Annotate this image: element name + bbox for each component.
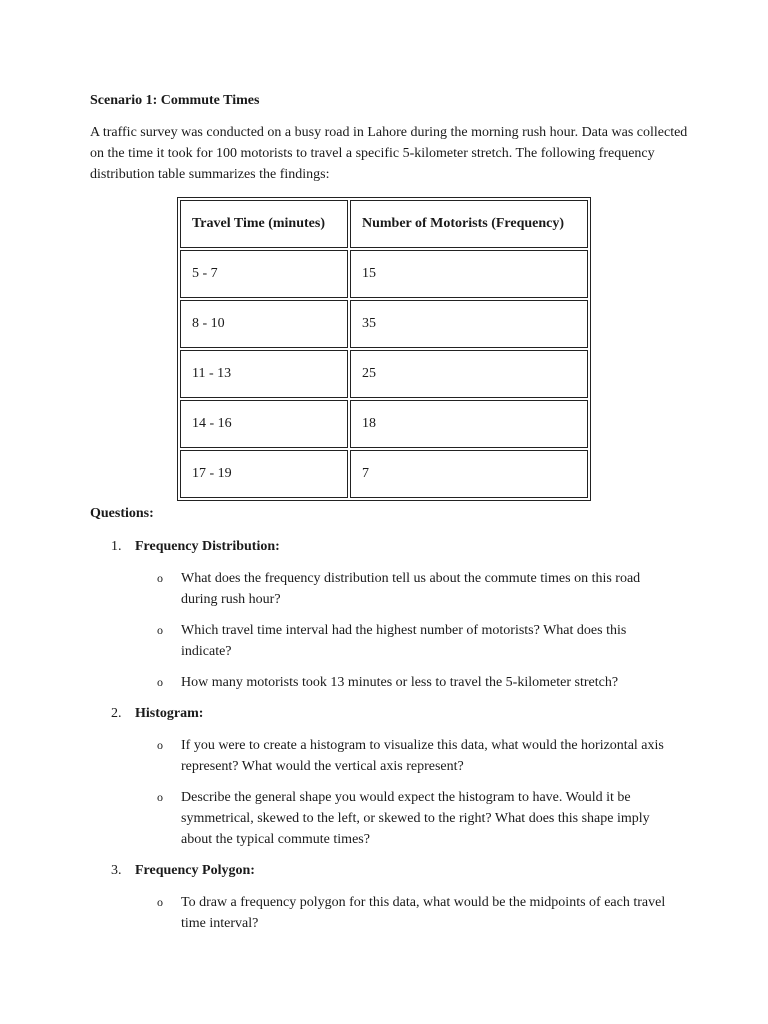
cell-frequency: 7 — [350, 450, 588, 498]
cell-travel-time: 17 - 19 — [180, 450, 348, 498]
cell-frequency: 18 — [350, 400, 588, 448]
sub-question-text: What does the frequency distribution tell us about the commute times on this road during rush hour? — [181, 571, 641, 607]
cell-travel-time: 11 - 13 — [180, 350, 348, 398]
bullet-icon: o — [157, 623, 163, 637]
sub-question-text: To draw a frequency polygon for this data, what would be the midpoints of each travel time interval? — [181, 895, 666, 931]
questions-heading: Questions: — [90, 506, 154, 521]
cell-travel-time: 8 - 10 — [180, 300, 348, 348]
bullet-icon: o — [157, 738, 163, 752]
cell-travel-time: 5 - 7 — [180, 250, 348, 298]
cell-frequency: 15 — [350, 250, 588, 298]
sub-question — [90, 892, 674, 934]
sub-question — [90, 620, 674, 662]
table-row — [180, 300, 588, 348]
table-row — [180, 350, 588, 398]
cell-travel-time: 14 - 16 — [180, 400, 348, 448]
cell-frequency: 35 — [350, 300, 588, 348]
sub-question-list — [90, 568, 690, 693]
sub-question-text: Which travel time interval had the highest number of motorists? What does this indicate? — [181, 623, 627, 659]
sub-question-list — [90, 892, 690, 934]
document-page — [90, 91, 690, 945]
bullet-icon: o — [157, 895, 163, 909]
frequency-table — [177, 197, 591, 501]
bullet-icon: o — [157, 675, 163, 689]
table-header-row — [180, 200, 588, 248]
question-title: Frequency Polygon: — [135, 863, 255, 878]
bullet-icon: o — [157, 790, 163, 804]
header-frequency: Number of Motorists (Frequency) — [350, 200, 588, 248]
question-title: Histogram: — [135, 706, 204, 721]
question-item — [90, 861, 690, 934]
sub-question — [90, 735, 674, 777]
question-item — [90, 537, 690, 693]
sub-question-text: Describe the general shape you would expect the histogram to have. Would it be symmetrical, skewed to the left, or skewed to the right? What does this shape imply about the typical commute times? — [181, 790, 650, 847]
scenario-title: Scenario 1: Commute Times — [90, 93, 260, 108]
header-travel-time: Travel Time (minutes) — [180, 200, 348, 248]
question-number: 3. — [111, 863, 122, 878]
sub-question-list — [90, 735, 690, 850]
table-row — [180, 250, 588, 298]
table-row — [180, 450, 588, 498]
sub-question-text: If you were to create a histogram to visualize this data, what would the horizontal axis represent? What would the vertical axis represent? — [181, 738, 664, 774]
bullet-icon: o — [157, 571, 163, 585]
table-row — [180, 400, 588, 448]
sub-question — [90, 787, 674, 850]
sub-question-text: How many motorists took 13 minutes or less to travel the 5-kilometer stretch? — [181, 675, 619, 690]
question-number: 1. — [111, 539, 122, 554]
intro-paragraph: A traffic survey was conducted on a busy road in Lahore during the morning rush hour. Data was collected on the time it took for 100 motorists to travel a specific 5-kilometer stretch. The following frequency distribution table summarizes the findings: — [90, 125, 688, 182]
sub-question — [90, 672, 674, 693]
question-item — [90, 704, 690, 850]
sub-question — [90, 568, 674, 610]
question-number: 2. — [111, 706, 122, 721]
frequency-table-wrapper — [177, 197, 591, 501]
cell-frequency: 25 — [350, 350, 588, 398]
question-title: Frequency Distribution: — [135, 539, 280, 554]
